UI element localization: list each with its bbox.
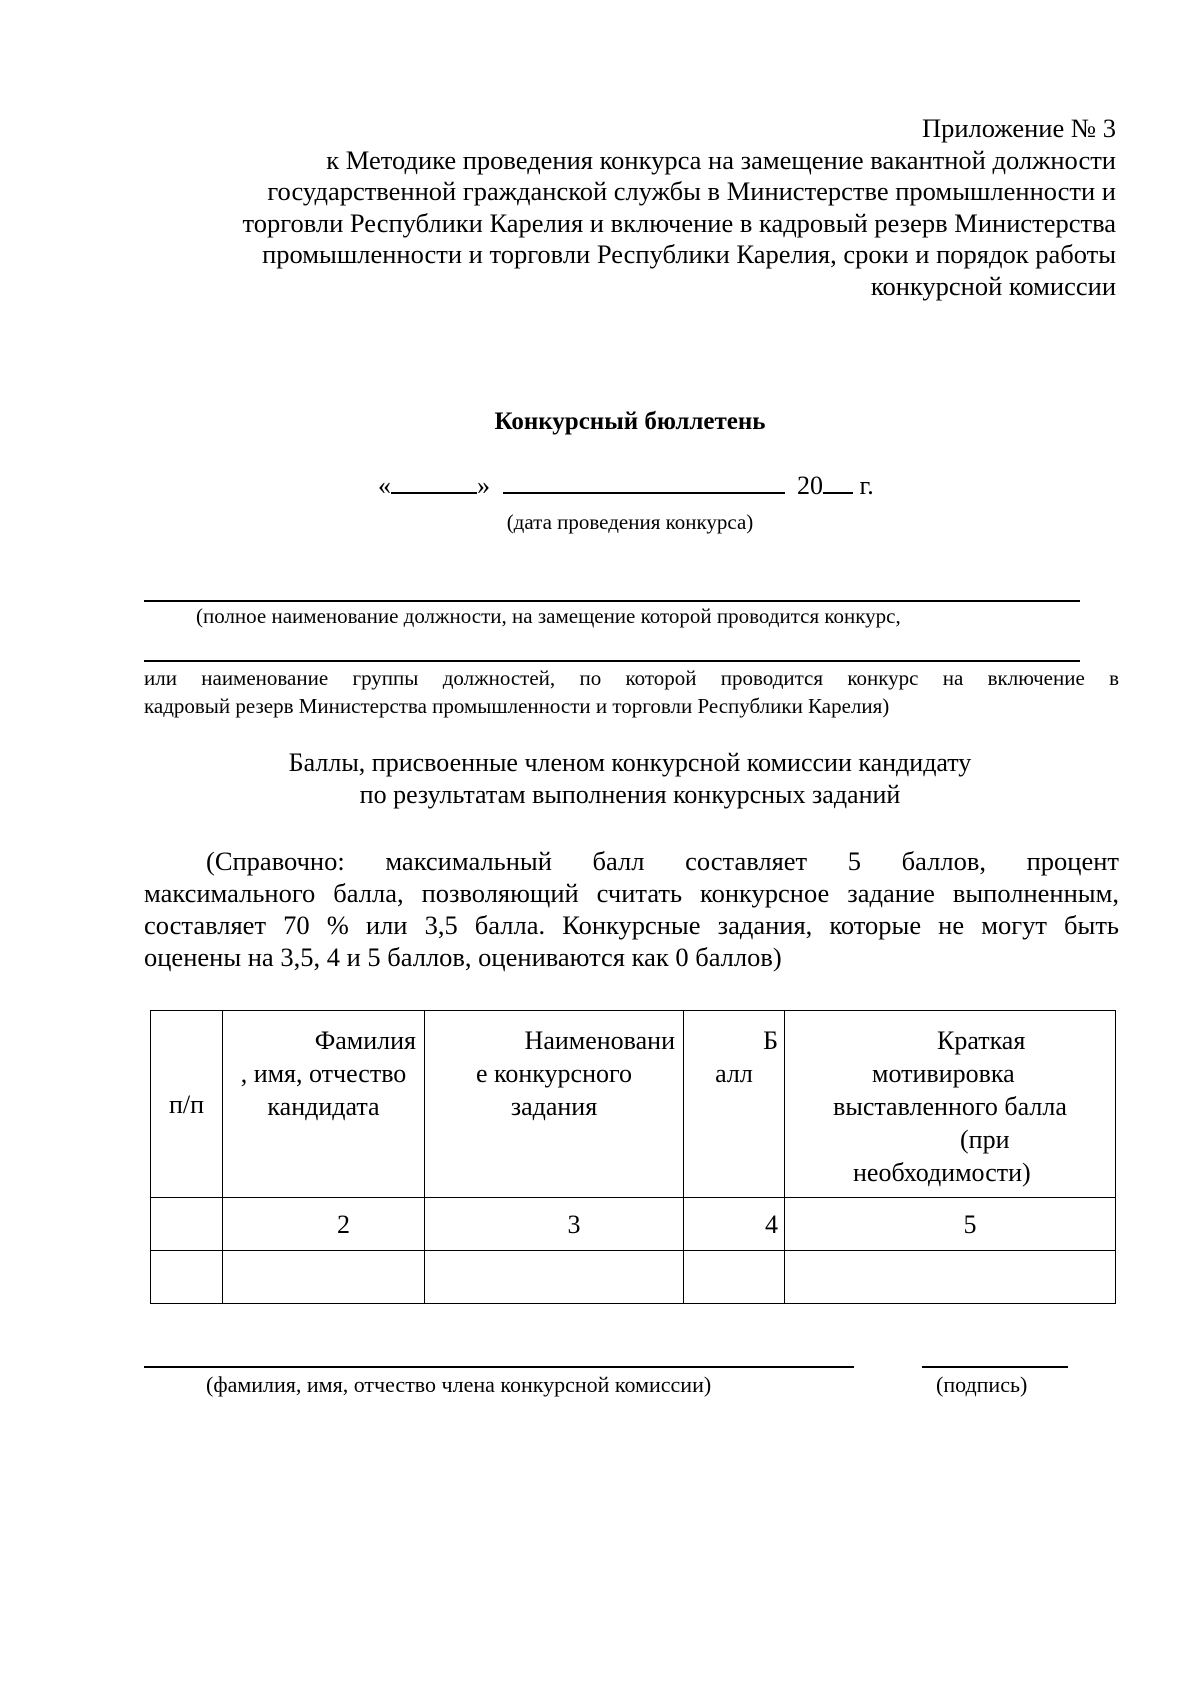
year-prefix: 20 — [797, 471, 823, 500]
member-name-line[interactable] — [144, 1366, 854, 1368]
table-cell[interactable] — [684, 1251, 785, 1304]
header-num — [151, 1011, 223, 1198]
numbering-cell — [151, 1198, 223, 1251]
table-cell[interactable] — [425, 1251, 684, 1304]
header-reason — [785, 1011, 1116, 1198]
note-line: (Справочно: максимальный балл составляет 5 баллов, процент — [206, 846, 1119, 876]
header-task — [425, 1011, 684, 1198]
header-score-line: Б — [763, 1026, 778, 1055]
header-task-line: е конкурсного — [476, 1059, 632, 1088]
header-name-line: кандидата — [267, 1092, 380, 1121]
numbering-cell: 5 — [785, 1198, 1116, 1251]
header-name-line: , имя, отчество — [240, 1059, 407, 1088]
header-name — [223, 1011, 425, 1198]
header-reason-line: выставленного балла — [833, 1092, 1067, 1121]
header-task-line: задания — [510, 1092, 598, 1121]
table-row — [151, 1251, 1116, 1304]
note-line: максимального балла, позволяющий считать конкурсное задание выполненным, — [144, 878, 1119, 908]
header-num-label: п/п — [168, 1089, 205, 1119]
date-line — [378, 470, 874, 501]
signature-line[interactable] — [922, 1366, 1068, 1368]
signature-caption: (подпись) — [936, 1372, 1028, 1397]
header-reason-line: мотивировка — [872, 1059, 1015, 1088]
appendix-number: Приложение № 3 — [921, 113, 1116, 143]
open-quote: « — [378, 471, 391, 500]
table-header-row — [151, 1011, 1116, 1198]
appendix-line: государственной гражданской службы в Министерстве промышленности и — [267, 176, 1116, 206]
day-blank[interactable] — [391, 470, 477, 494]
header-task-line: Наименовани — [524, 1026, 675, 1055]
header-name-line: Фамилия — [314, 1026, 416, 1055]
scores-table — [150, 1010, 1116, 1304]
table-numbering-row — [151, 1198, 1116, 1251]
appendix-header — [176, 113, 1116, 302]
note-line: оценены на 3,5, 4 и 5 баллов, оцениваются как 0 баллов) — [144, 942, 782, 972]
position-caption-2: или наименование группы должностей, по которой проводится конкурс на включение в — [144, 666, 1119, 690]
reference-note — [144, 845, 1119, 973]
header-reason-line: необходимости) — [853, 1158, 1031, 1187]
year-blank[interactable] — [823, 470, 853, 494]
note-line: составляет 70 % или 3,5 балла. Конкурсные задания, которые не могут быть — [144, 910, 1119, 940]
appendix-line: конкурсной комиссии — [870, 270, 1116, 301]
position-caption-1: (полное наименование должности, на замещение которой проводится конкурс, — [196, 604, 901, 628]
scores-heading-line: Баллы, присвоенные членом конкурсной комиссии кандидату — [288, 748, 972, 777]
position-caption-3: кадровый резерв Министерства промышленности и торговли Республики Карелия) — [144, 694, 890, 718]
appendix-line: торговли Республики Карелия и включение в кадровый резерв Министерства — [242, 207, 1116, 238]
header-score-line: алл — [715, 1059, 753, 1088]
year-suffix: г. — [853, 471, 874, 500]
header-score — [684, 1011, 785, 1198]
close-quote: » — [477, 471, 490, 500]
appendix-line: промышленности и торговли Республики Карелия, сроки и порядок работы — [262, 239, 1116, 269]
numbering-cell: 2 — [223, 1198, 425, 1251]
header-reason-line: Краткая — [937, 1026, 1026, 1055]
document-title: Конкурсный бюллетень — [494, 408, 766, 435]
member-name-caption: (фамилия, имя, отчество члена конкурсной комиссии) — [206, 1372, 712, 1397]
table-cell[interactable] — [785, 1251, 1116, 1304]
date-caption: (дата проведения конкурса) — [506, 510, 754, 534]
table-cell[interactable] — [223, 1251, 425, 1304]
table-cell[interactable] — [151, 1251, 223, 1304]
scores-heading-line: по результатам выполнения конкурсных заданий — [359, 780, 901, 809]
position-line-2[interactable] — [144, 660, 1080, 662]
month-blank[interactable] — [503, 470, 785, 494]
appendix-line: к Методике проведения конкурса на замещение вакантной должности — [326, 144, 1116, 175]
numbering-cell: 4 — [684, 1198, 785, 1251]
header-reason-line: (при — [960, 1125, 1010, 1154]
scores-heading — [0, 747, 1200, 811]
numbering-cell: 3 — [425, 1198, 684, 1251]
